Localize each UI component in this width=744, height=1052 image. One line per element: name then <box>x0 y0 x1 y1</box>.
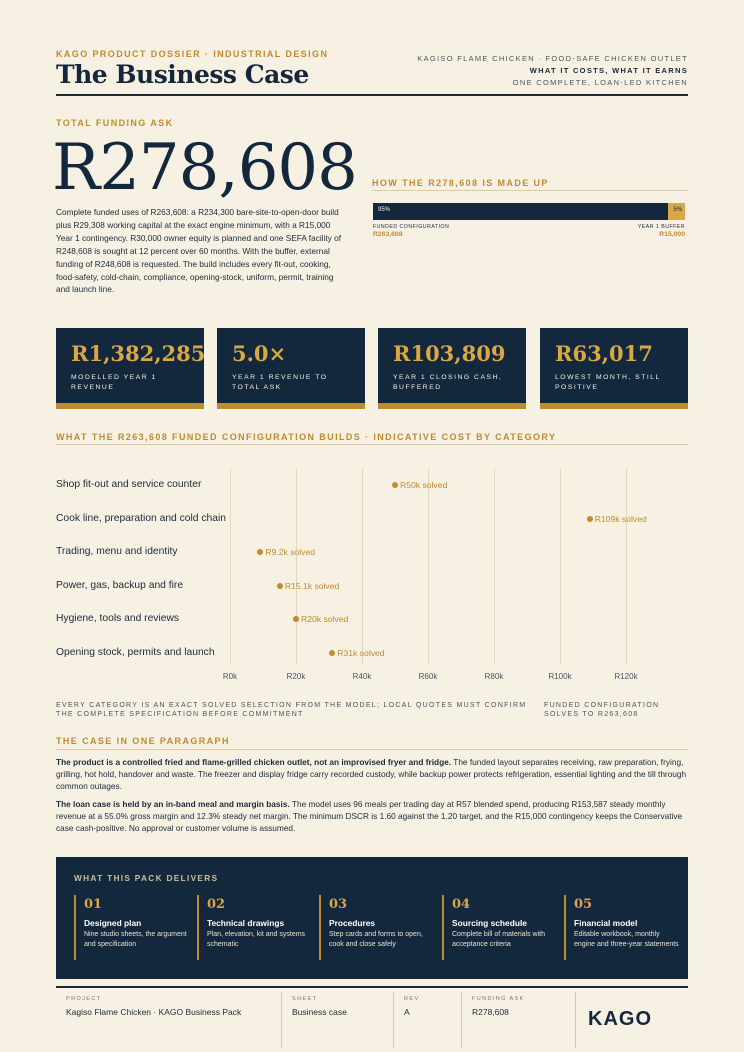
x-tick-label: R0k <box>222 672 238 681</box>
deliverable-number: 03 <box>329 897 348 912</box>
funded-value: R263,608 <box>373 231 403 238</box>
footer-project-value: Kagiso Flame Chicken · KAGO Business Pack <box>66 1007 242 1017</box>
chart-note-right: FUNDED CONFIGURATION SOLVES TO R263,608 <box>544 702 660 718</box>
buffer-pct-text: 5% <box>673 207 682 213</box>
category-label: Power, gas, backup and fire <box>56 579 184 591</box>
deliverable-title: Financial model <box>574 918 638 928</box>
made-up-label: HOW THE R278,608 IS MADE UP <box>372 178 549 188</box>
kpi-label: YEAR 1 REVENUE TO TOTAL ASK <box>232 374 328 391</box>
kpi-value: R1,382,285 <box>71 341 206 366</box>
buffer-caption: YEAR 1 BUFFER <box>637 224 685 230</box>
delivers-panel <box>56 857 688 979</box>
x-tick-label: R80k <box>484 672 504 681</box>
header-rule <box>56 94 688 96</box>
case-p2-body: The model uses 96 meals per trading day at R57 blended spend, producing R153,587 steady monthly revenue at a 55.0% gross margin and 12.3% steady net margin. The minimum DSCR is 1.60 against the 1.20 target, and the R15,000 contingency keeps the Conservative case cash-positive. No approval or customer volume is assumed. <box>56 799 683 833</box>
data-label: R20k solved <box>301 614 349 625</box>
category-label: Opening stock, permits and launch <box>56 647 215 658</box>
case-paragraph-1 <box>56 756 688 792</box>
kpi-value: 5.0× <box>232 341 287 366</box>
x-tick-label: R100k <box>548 672 572 681</box>
x-tick-label: R60k <box>418 672 438 681</box>
gridline <box>626 468 627 664</box>
funding-ask-value: R278,608 <box>52 131 357 205</box>
x-tick-label: R40k <box>352 672 372 681</box>
footer-rev-label: REV <box>404 996 420 1002</box>
deliverable-number: 05 <box>574 897 593 912</box>
case-rule <box>56 749 688 750</box>
footer-ask-label: FUNDING ASK <box>472 996 525 1002</box>
deliverable-number: 04 <box>452 897 471 912</box>
data-label: R109k solved <box>594 513 647 524</box>
gridline <box>230 468 231 664</box>
chart-rule <box>56 444 688 445</box>
funding-ask-label: TOTAL FUNDING ASK <box>56 118 174 128</box>
deliverable-desc: Nine studio sheets, the argument and specification <box>84 931 187 948</box>
x-tick-label: R120k <box>614 672 638 681</box>
case-p1-body: The funded layout separates receiving, raw preparation, frying, grilling, hot hold, handover and waste. The freezer and display fridge carry recorded custody, while backup power protects refrigeration, essential lighting and the till through common outages. <box>56 757 687 791</box>
data-label: R50k solved <box>400 480 448 490</box>
deliverable-item <box>319 895 431 960</box>
footer-sheet <box>282 992 394 1048</box>
header-subtitle-2: WHAT IT COSTS, WHAT IT EARNS <box>529 66 688 75</box>
kpi-label: MODELLED YEAR 1 REVENUE <box>71 374 157 391</box>
kpi-value: R63,017 <box>555 341 653 366</box>
footer-rev-value: A <box>404 1007 410 1017</box>
footer-project <box>56 992 282 1048</box>
deliverable-desc: Plan, elevation, kit and systems schematic <box>207 931 306 948</box>
kpi-value: R103,809 <box>393 341 506 366</box>
data-point <box>329 650 335 656</box>
category-label: Hygiene, tools and reviews <box>56 613 180 625</box>
gridline <box>362 468 363 664</box>
case-p2-lead: The loan case is held by an in-band meal and margin basis. <box>56 799 290 809</box>
kpi-label: LOWEST MONTH, STILL POSITIVE <box>555 374 661 391</box>
document-kicker: KAGO PRODUCT DOSSIER · INDUSTRIAL DESIGN <box>56 49 329 59</box>
deliverable-title: Procedures <box>329 918 376 928</box>
kpi-card-ratio <box>217 328 365 409</box>
kpi-card-closing-cash <box>378 328 526 409</box>
header-subtitle-1: KAGISO FLAME CHICKEN · FOOD-SAFE CHICKEN OUTLET <box>417 54 688 63</box>
deliverable-item <box>74 895 186 960</box>
made-up-rule <box>372 190 688 191</box>
footer-ask-value: R278,608 <box>472 1007 509 1017</box>
gridline <box>560 468 561 664</box>
kago-logo: KAGO <box>588 1008 652 1030</box>
page-title: The Business Case <box>56 60 309 89</box>
deliverable-title: Technical drawings <box>207 918 285 928</box>
data-point <box>277 583 283 589</box>
case-label: THE CASE IN ONE PARAGRAPH <box>56 736 230 746</box>
delivers-label: WHAT THIS PACK DELIVERS <box>74 873 219 883</box>
funded-caption: FUNDED CONFIGURATION <box>373 224 450 230</box>
kpi-label: YEAR 1 CLOSING CASH, BUFFERED <box>393 374 503 391</box>
data-label: R15.1k solved <box>284 580 340 591</box>
gridline <box>494 468 495 664</box>
kpi-card-lowest-month <box>540 328 688 409</box>
data-point <box>293 616 299 622</box>
category-label: Shop fit-out and service counter <box>56 479 202 490</box>
chart-title: WHAT THE R263,608 FUNDED CONFIGURATION BUILDS · INDICATIVE COST BY CATEGORY <box>56 432 557 442</box>
deliverable-title: Designed plan <box>84 918 142 928</box>
footer-sheet-value: Business case <box>292 1007 347 1017</box>
funded-pct-text: 95% <box>378 207 391 213</box>
buffer-value: R15,000 <box>659 231 685 238</box>
data-label: R9.2k solved <box>265 547 316 558</box>
gridline <box>428 468 429 664</box>
funding-ask-description: Complete funded uses of R263,608: a R234,300 bare-site-to-open-door build plus R29,308 working capital at the exact engine minimum, with a R15,000 Year 1 contingency. R30,000 owner equity is planned and one SEFA facility of R248,608 is sought at 12 percent over 60 months. With the buffer, external funding of R248,608 is requested. The build includes every fit-out, cooking, food-safety, cold-chain, compliance, opening-stock, uniform, permit, training and launch line. <box>56 207 342 295</box>
footer-ask <box>462 992 576 1048</box>
footer-rule <box>56 986 688 988</box>
deliverable-item <box>197 895 309 960</box>
funding-split-bar <box>373 203 685 220</box>
footer-project-label: PROJECT <box>66 996 102 1002</box>
header-subtitle-3: ONE COMPLETE, LOAN-LED KITCHEN <box>512 78 688 87</box>
data-point <box>587 516 593 522</box>
footer-rev <box>394 992 462 1048</box>
chart-note-left: EVERY CATEGORY IS AN EXACT SOLVED SELECTION FROM THE MODEL; LOCAL QUOTES MUST CONFIRM THE COMPLETE SPECIFICATION BEFORE COMMITMENT <box>56 702 527 718</box>
x-tick-label: R20k <box>286 672 306 681</box>
deliverable-desc: Complete bill of materials with acceptance criteria <box>452 931 545 948</box>
footer-sheet-label: SHEET <box>292 996 318 1002</box>
buffer-segment <box>668 203 685 220</box>
deliverable-number: 02 <box>207 897 226 912</box>
data-point <box>257 549 263 555</box>
category-label: Trading, menu and identity <box>56 546 178 558</box>
case-p1-lead: The product is a controlled fried and flame-grilled chicken outlet, not an improvised fryer and fridge. <box>56 757 452 767</box>
deliverable-desc: Editable workbook, monthly engine and three-year statements <box>574 931 679 948</box>
deliverable-title: Sourcing schedule <box>452 918 527 928</box>
deliverable-desc: Step cards and forms to open, cook and close safely <box>329 931 423 948</box>
kpi-card-revenue <box>56 328 204 409</box>
deliverable-number: 01 <box>84 897 103 912</box>
deliverable-item <box>564 895 679 960</box>
case-paragraph-2 <box>56 798 688 834</box>
deliverable-item <box>442 895 554 960</box>
gridline <box>296 468 297 664</box>
category-label: Cook line, preparation and cold chain <box>56 512 227 524</box>
data-point <box>392 482 398 488</box>
data-label: R31k solved <box>337 648 385 658</box>
